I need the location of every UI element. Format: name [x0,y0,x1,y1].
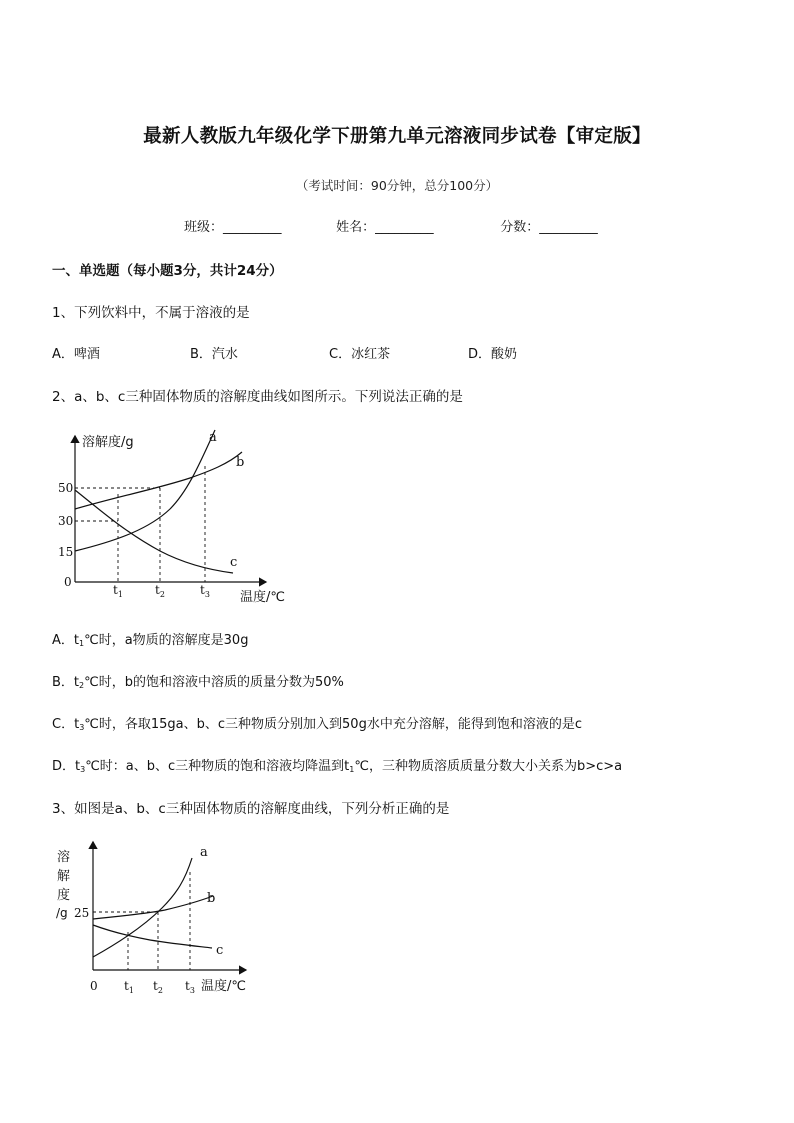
q2-option-b: B．$t_2℃$时，b的饱和溶液中溶质的质量分数为50% [52,675,344,690]
q3-xtick-t2: $t_2$ [153,979,163,995]
q3-origin: 0 [90,979,98,993]
name-field: 姓名：_________ [336,220,434,235]
q3-curve-a-label: a [200,845,208,860]
q2-curve-b [75,452,245,509]
q2-dashed-guides [75,466,205,582]
q2-x-label: 温度/℃ [240,590,285,605]
q2-ytick-30: 30 [58,514,74,528]
q2-xtick-t3: $t_3$ [200,583,210,599]
q3-y-label-3: 度 [57,888,71,903]
q2-xtick-t2: $t_2$ [155,583,165,599]
q3-x-label: 温度/℃ [201,979,246,994]
q3-ytick-25: 25 [74,906,90,920]
q2-curve-a-label: a [209,430,217,445]
q2-curve-c-label: c [230,555,238,570]
q1-option-c: C．冰红茶 [329,347,391,362]
student-info-line [184,216,598,235]
q3-xtick-t3: $t_3$ [185,979,195,995]
q2-ytick-50: 50 [58,481,74,495]
q2-ytick-15: 15 [58,545,74,559]
q3-xtick-t1: $t_1$ [124,979,134,995]
q1-option-b: B．汽水 [190,347,238,362]
q2-curve-b-label: b [236,455,245,470]
page-title: 最新人教版九年级化学下册第九单元溶液同步试卷【审定版】 [143,126,651,147]
q2-option-a: A．$t_1℃$时，a物质的溶解度是30g [52,633,249,648]
q1-option-a: A．啤酒 [52,347,100,362]
score-field: 分数：_________ [500,220,598,235]
q3-curve-c-label: c [216,943,224,958]
q2-stem: 2、a、b、c三种固体物质的溶解度曲线如图所示。下列说法正确的是 [52,389,463,405]
q2-solubility-chart [40,420,310,612]
q3-stem: 3、如图是a、b、c三种固体物质的溶解度曲线，下列分析正确的是 [52,801,450,817]
q3-y-label-1: 溶 [57,850,71,865]
q3-curve-c [93,925,212,948]
q1-option-d: D．酸奶 [468,347,518,362]
q1-stem: 1、下列饮料中，不属于溶液的是 [52,305,250,321]
q3-curve-b-label: b [207,891,216,906]
q3-curve-b [93,896,213,919]
q2-y-label: 溶解度/g [82,435,134,450]
class-field: 班级：_________ [184,220,282,235]
q2-xtick-t1: $t_1$ [113,583,123,599]
q2-option-c: C．$t_3℃$时，各取15ga、b、c三种物质分别加入到50g水中充分溶解，能得到饱和溶液的是c [52,717,582,732]
q3-y-label-2: 解 [57,869,71,884]
exam-info-subtitle: （考试时间：90分钟，总分100分） [295,178,499,193]
q3-dashed-guides [93,872,190,970]
q3-solubility-chart [40,835,270,1000]
section-heading: 一、单选题（每小题3分，共计24分） [52,263,283,279]
q2-option-d: D．$t_3℃$时：a、b、c三种物质的饱和溶液均降温到$t_1℃$，三种物质溶质质量分数大小关系为b>c>a [52,759,623,774]
q2-ytick-0: 0 [64,575,72,589]
q3-y-label-4: /g [56,906,68,920]
